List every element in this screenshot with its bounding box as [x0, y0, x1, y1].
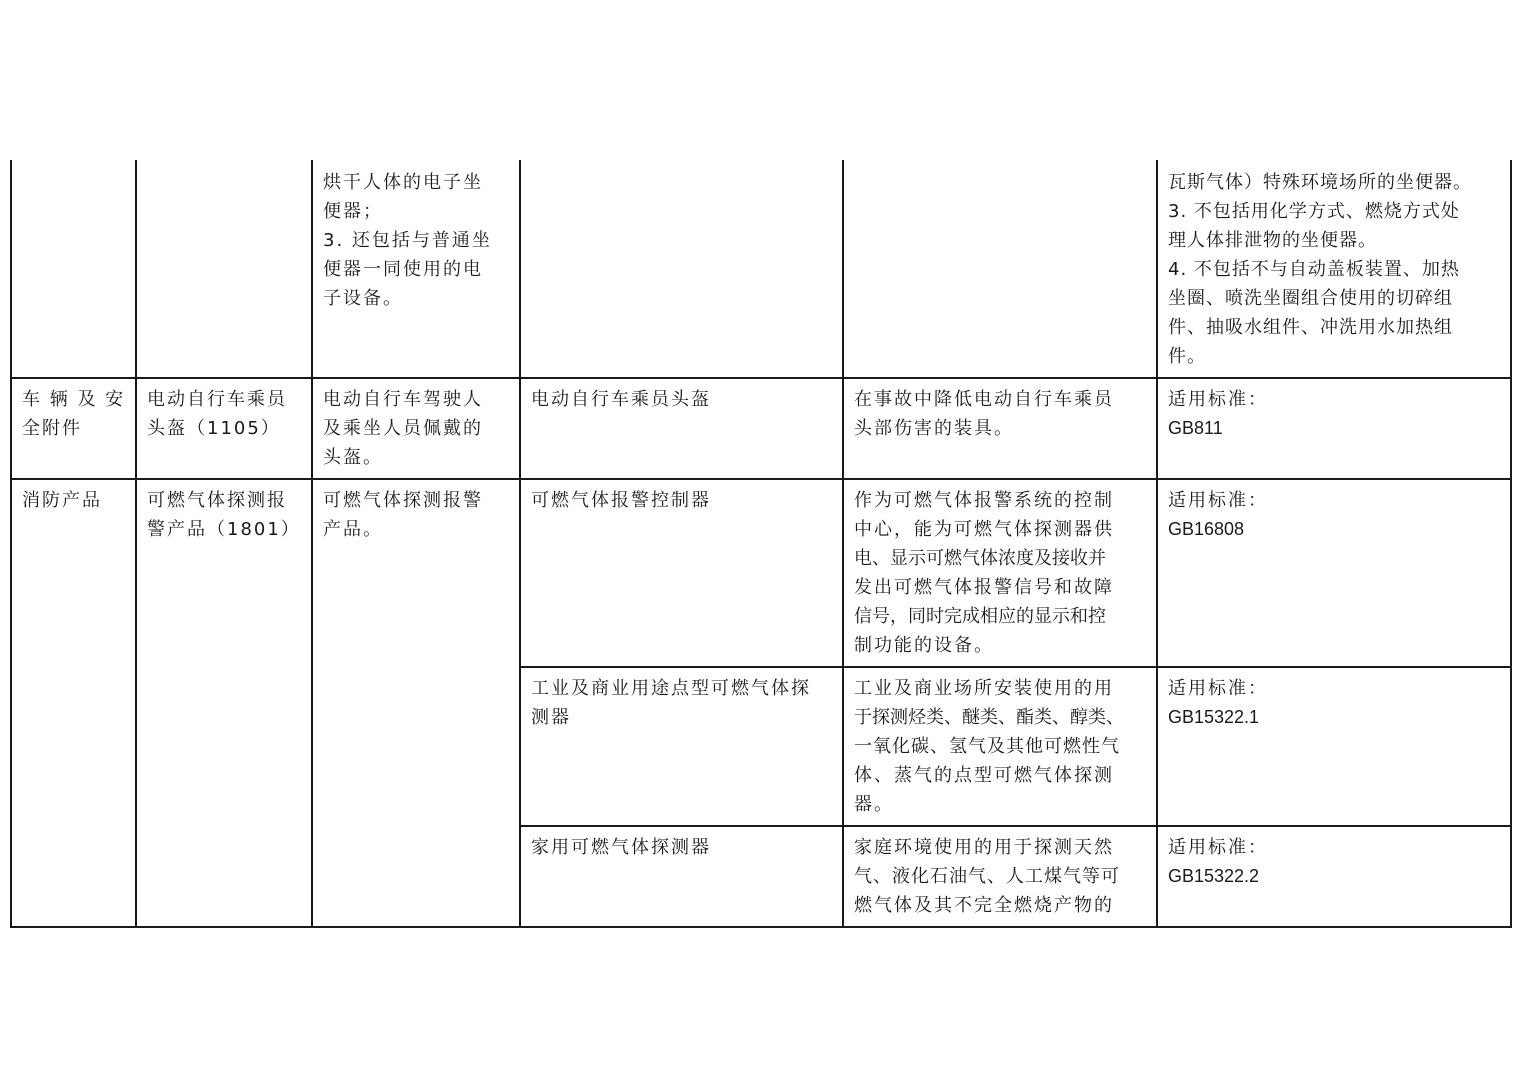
notes-cell — [1157, 667, 1511, 826]
text-line: 产品。 — [323, 519, 383, 540]
category-cell — [11, 160, 136, 378]
product-catalog-table — [10, 160, 1512, 928]
name-cell — [520, 667, 843, 826]
text-line: 体、蒸气的点型可燃气体探测 — [854, 765, 1114, 786]
text-line: 便器一同使用的电 — [323, 259, 483, 280]
text-line: 在事故中降低电动自行车乘员 — [854, 389, 1114, 410]
table-row — [11, 378, 1511, 479]
text-line: 件、抽吸水组件、冲洗用水加热组 — [1168, 317, 1453, 338]
notes-cell — [1157, 479, 1511, 667]
scope-cell — [312, 479, 520, 927]
text-line: 电动自行车乘员 — [147, 389, 287, 410]
definition-cell — [843, 378, 1157, 479]
text-line: 车 辆 及 安 — [22, 389, 126, 410]
scope-cell — [312, 160, 520, 378]
text-line: 全附件 — [22, 418, 82, 439]
notes-cell — [1157, 826, 1511, 927]
standard-code: GB16808 — [1168, 519, 1245, 539]
standard-code: GB15322.1 — [1168, 707, 1260, 727]
text-line: 头部伤害的装具。 — [854, 418, 1014, 439]
text-line: 家庭环境使用的用于探测天然 — [854, 837, 1114, 858]
product-cell — [136, 378, 312, 479]
standard-code: GB811 — [1168, 418, 1223, 438]
product-cell — [136, 479, 312, 927]
category-cell — [11, 479, 136, 927]
text-line: 电动自行车乘员头盔 — [531, 389, 711, 410]
text-line: 适用标准： — [1168, 389, 1268, 410]
text-line: 制功能的设备。 — [854, 635, 994, 656]
text-line: 3. 不包括用化学方式、燃烧方式处 — [1168, 201, 1460, 222]
notes-cell — [1157, 378, 1511, 479]
text-line: 便器； — [323, 201, 383, 222]
text-line: 适用标准： — [1168, 490, 1268, 511]
text-line: 4. 不包括不与自动盖板装置、加热 — [1168, 259, 1460, 280]
text-line: 可燃气体探测报警 — [323, 490, 483, 511]
text-line: 作为可燃气体报警系统的控制 — [854, 490, 1114, 511]
name-cell — [520, 826, 843, 927]
definition-cell — [843, 479, 1157, 667]
text-line: 发出可燃气体报警信号和故障 — [854, 577, 1114, 598]
text-line: 器。 — [854, 794, 894, 815]
product-cell — [136, 160, 312, 378]
text-line: 理人体排泄物的坐便器。 — [1168, 230, 1377, 251]
text-line: 气、液化石油气、人工煤气等可 — [854, 866, 1120, 887]
text-line: 工业及商业场所安装使用的用 — [854, 678, 1114, 699]
name-cell — [520, 479, 843, 667]
text-line: 头盔（1105） — [147, 418, 281, 439]
text-line: 烘干人体的电子坐 — [323, 172, 483, 193]
text-line: 适用标准： — [1168, 678, 1268, 699]
text-line: 瓦斯气体）特殊环境场所的坐便器。 — [1168, 172, 1472, 193]
table-row — [11, 479, 1511, 667]
text-line: 可燃气体探测报 — [147, 490, 287, 511]
scope-cell — [312, 378, 520, 479]
text-line: 件。 — [1168, 346, 1206, 367]
text-line: 坐圈、喷洗坐圈组合使用的切碎组 — [1168, 288, 1453, 309]
text-line: 燃气体及其不完全燃烧产物的 — [854, 895, 1114, 916]
notes-cell — [1157, 160, 1511, 378]
definition-cell — [843, 160, 1157, 378]
text-line: 中心，能为可燃气体探测器供 — [854, 519, 1114, 540]
text-line: 消防产品 — [22, 490, 102, 511]
text-line: 测器 — [531, 707, 571, 728]
definition-cell — [843, 667, 1157, 826]
name-cell — [520, 378, 843, 479]
text-line: 于探测烃类、醚类、酯类、醇类、 — [854, 707, 1124, 728]
name-cell — [520, 160, 843, 378]
text-line: 及乘坐人员佩戴的 — [323, 418, 483, 439]
text-line: 电动自行车驾驶人 — [323, 389, 483, 410]
text-line: 警产品（1801） — [147, 519, 301, 540]
text-line: 电、显示可燃气体浓度及接收并 — [854, 548, 1106, 569]
text-line: 子设备。 — [323, 288, 403, 309]
category-cell — [11, 378, 136, 479]
definition-cell — [843, 826, 1157, 927]
text-line: 3. 还包括与普通坐 — [323, 230, 492, 251]
text-line: 一氧化碳、氢气及其他可燃性气 — [854, 736, 1120, 757]
text-line: 家用可燃气体探测器 — [531, 837, 711, 858]
text-line: 信号，同时完成相应的显示和控 — [854, 606, 1106, 627]
standard-code: GB15322.2 — [1168, 866, 1260, 886]
text-line: 适用标准： — [1168, 837, 1268, 858]
text-line: 可燃气体报警控制器 — [531, 490, 711, 511]
text-line: 头盔。 — [323, 447, 383, 468]
table-row — [11, 160, 1511, 378]
text-line: 工业及商业用途点型可燃气体探 — [531, 678, 811, 699]
